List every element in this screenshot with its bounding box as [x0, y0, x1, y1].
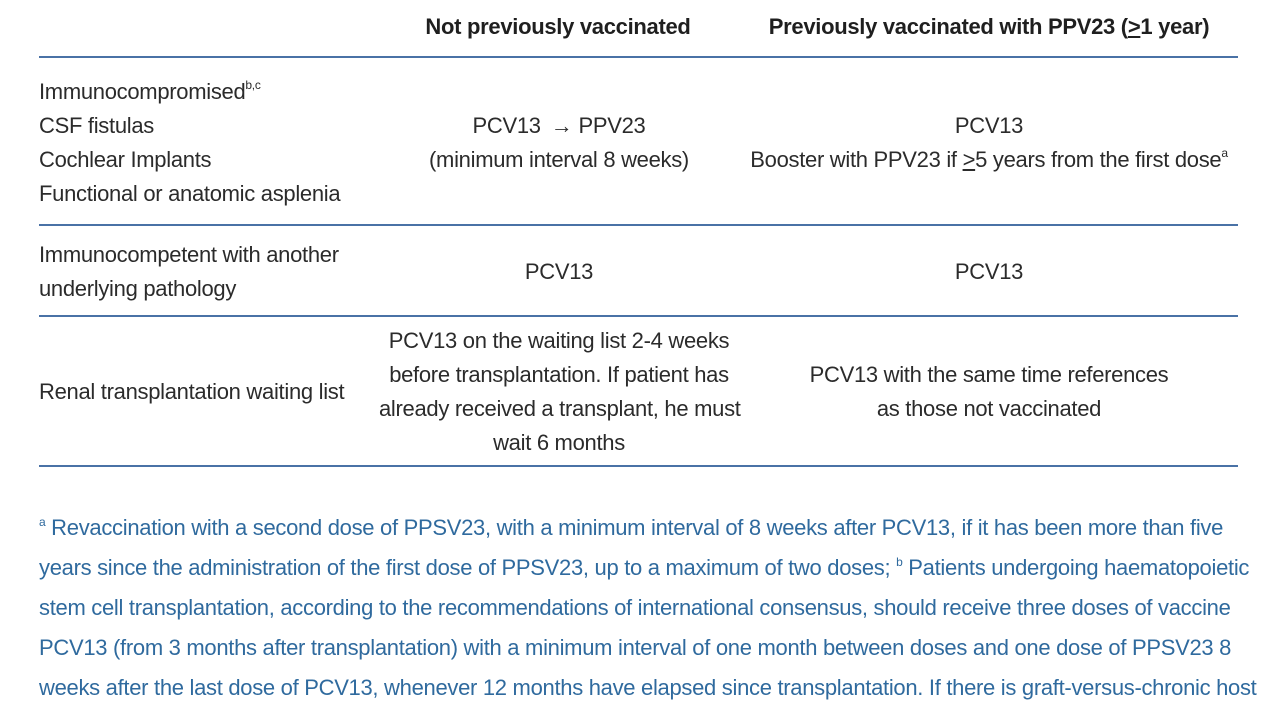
- column-header-text-end: 1 year): [1140, 14, 1210, 39]
- greater-equal-sign: >: [1127, 14, 1141, 39]
- schedule-line: PCV13 → PPV23: [472, 113, 646, 138]
- row-1-previously-vaccinated: [739, 109, 1239, 177]
- footnote-line: weeks after the last dose of PCV13, whenever 12 months have elapsed since transplantation. If there is graft-versus-chronic host: [39, 675, 1257, 700]
- header-divider: [39, 56, 1238, 58]
- condition-line: Functional or anatomic asplenia: [39, 181, 341, 206]
- footnotes: [39, 508, 1257, 708]
- row-1-not-vaccinated: [379, 109, 739, 177]
- footnote-line: $^a$ Revaccination with a second dose of PPSV23, with a minimum interval of 8 weeks after PCV13, if it has been more than five: [39, 515, 1224, 540]
- condition-line: CSF fistulas: [39, 113, 154, 138]
- schedule-line: PCV13: [954, 113, 1024, 138]
- column-header-text: Previously vaccinated with PPV23 (: [768, 14, 1128, 39]
- row-2-not-vaccinated: PCV13: [524, 259, 594, 284]
- column-header-previously-vaccinated: [759, 14, 1219, 40]
- footnote-line: years since the administration of the first dose of PPSV23, up to a maximum of two doses; $^b$ Patients undergoing haematopoietic: [39, 555, 1250, 580]
- schedule-note: (minimum interval 8 weeks): [429, 147, 689, 172]
- row-3-previously-vaccinated: PCV13 with the same time references as those not vaccinated: [809, 362, 1169, 421]
- condition-line: Cochlear Implants: [39, 147, 212, 172]
- condition-line: Immunocompetent with another: [39, 242, 339, 267]
- row-3-conditions: [39, 375, 369, 409]
- row-divider: [39, 224, 1238, 226]
- row-2-previously-vaccinated: PCV13: [954, 259, 1024, 284]
- footnote-marker: b: [896, 555, 903, 569]
- greater-equal-sign: >: [962, 147, 976, 172]
- footnote-marker: a: [39, 515, 46, 529]
- condition-line: underlying pathology: [39, 276, 237, 301]
- condition-line: Immunocompromised$^{b,c}$: [39, 78, 261, 104]
- row-2-conditions: [39, 238, 369, 306]
- footnote-marker: a: [1221, 146, 1228, 160]
- row-3-not-vaccinated: PCV13 on the waiting list 2-4 weeks before transplantation. If patient has already received a transplant, he must wait 6 months: [379, 328, 741, 455]
- schedule-line: Booster with PPV23 if >5 years from the first dose$^a$: [750, 146, 1228, 172]
- row-1-conditions: [39, 75, 369, 211]
- column-header-not-vaccinated: Not previously vaccinated: [425, 14, 691, 39]
- footnote-line: PCV13 (from 3 months after transplantation) with a minimum interval of one month between doses and one dose of PPSV23 8: [39, 635, 1232, 660]
- condition-line: Renal transplantation waiting list: [39, 379, 345, 404]
- arrow-right-icon: →: [550, 113, 573, 138]
- table-bottom-rule: [39, 465, 1238, 467]
- row-divider: [39, 315, 1238, 317]
- footnote-marker: b,c: [245, 78, 261, 92]
- footnote-line: stem cell transplantation, according to the recommendations of international consensus, should receive three doses of vaccine: [39, 595, 1231, 620]
